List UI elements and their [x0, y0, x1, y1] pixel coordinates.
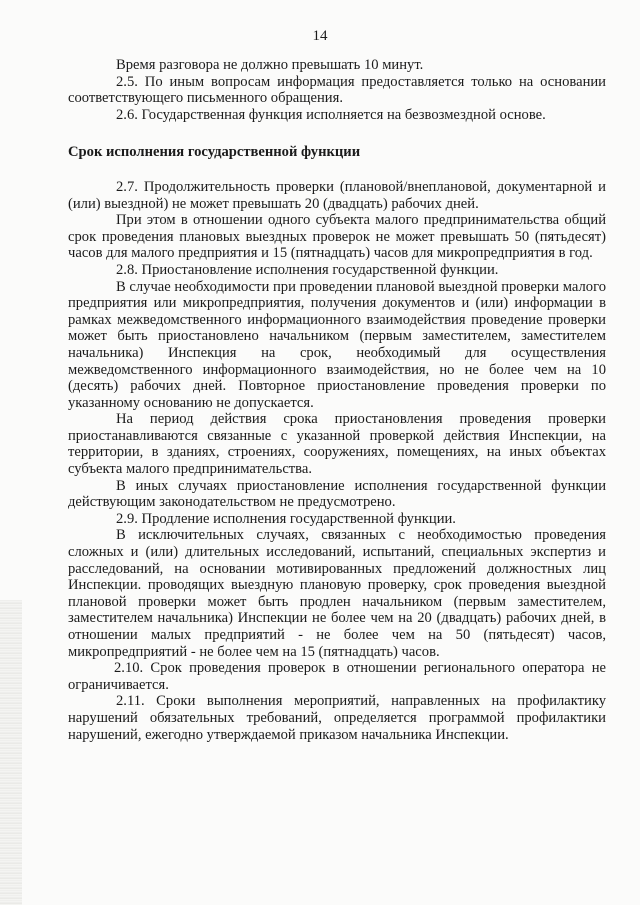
document-body — [68, 57, 606, 743]
paragraph: В иных случаях приостановление исполнения государственной функции действующим законодательством не предусмотрено. — [68, 477, 606, 511]
paragraph: 2.11. Сроки выполнения мероприятий, направленных на профилактику нарушений обязательных требований, определяется программой профилактики нарушений, ежегодно утверждаемой приказом начальника Инспекции. — [68, 693, 606, 743]
page-number: 14 — [312, 28, 328, 44]
paragraph: 2.8. Приостановление исполнения государственной функции. — [116, 261, 499, 278]
paragraph: На период действия срока приостановления проведения проверки приостанавливаются связанные с указанной проверкой действия Инспекции, на территории, в зданиях, строениях, сооружениях, помещениях, на иных объектах субъекта малого предпринимательства. — [68, 411, 606, 478]
paragraph: 2.6. Государственная функция исполняется на безвозмездной основе. — [116, 106, 546, 123]
paragraph: При этом в отношении одного субъекта малого предпринимательства общий срок проведения плановых выездных проверок не может превышать 50 (пятьдесят) часов для малого предприятия и 15 (пятнадцать) часов для микропредприятия в год. — [68, 212, 606, 262]
paragraph: 2.10. Срок проведения проверок в отношении регионального оператора не ограничивается. — [68, 660, 606, 693]
paragraph: В исключительных случаях, связанных с необходимостью проведения сложных и (или) длительных исследований, испытаний, специальных экспертиз и расследований, на основании мотивированных предложений должностных лиц Инспекции. проводящих выездную плановую проверку, срок проведения выездной плановой проверки может быть продлен начальником (первым заместителем, заместителем начальника) Инспекции не более чем на 20 (двадцать) рабочих дней, в отношении малых предприятий - не более чем на 50 (пятьдесят) часов, микропредприятий - не более чем на 15 (пятнадцать) часов. — [68, 527, 606, 660]
paragraph: В случае необходимости при проведении плановой выездной проверки малого предприятия или микропредприятия, получения документов и (или) информации в рамках межведомственного информационного взаимодействия проведение проверки может быть приостановлено начальником (первым заместителем, заместителем начальника) Инспекция на срок, необходимый для осуществления межведомственного информационного взаимодействия, но не более чем на 10 (десять) рабочих дней. Повторное приостановление проведения проверки по указанному основанию не допускается. — [68, 278, 606, 411]
section-heading: Срок исполнения государственной функции — [68, 144, 361, 161]
paragraph: 2.5. По иным вопросам информация предоставляется только на основании соответствующего письменного обращения. — [68, 73, 606, 107]
paragraph: 2.7. Продолжительность проверки (плановой/внеплановой, документарной и (или) выездной) не может превышать 20 (двадцать) рабочих дней. — [68, 178, 606, 212]
paragraph: Время разговора не должно превышать 10 минут. — [116, 57, 424, 73]
scan-edge-artifact — [0, 600, 22, 905]
paragraph: 2.9. Продление исполнения государственной функции. — [116, 510, 456, 527]
